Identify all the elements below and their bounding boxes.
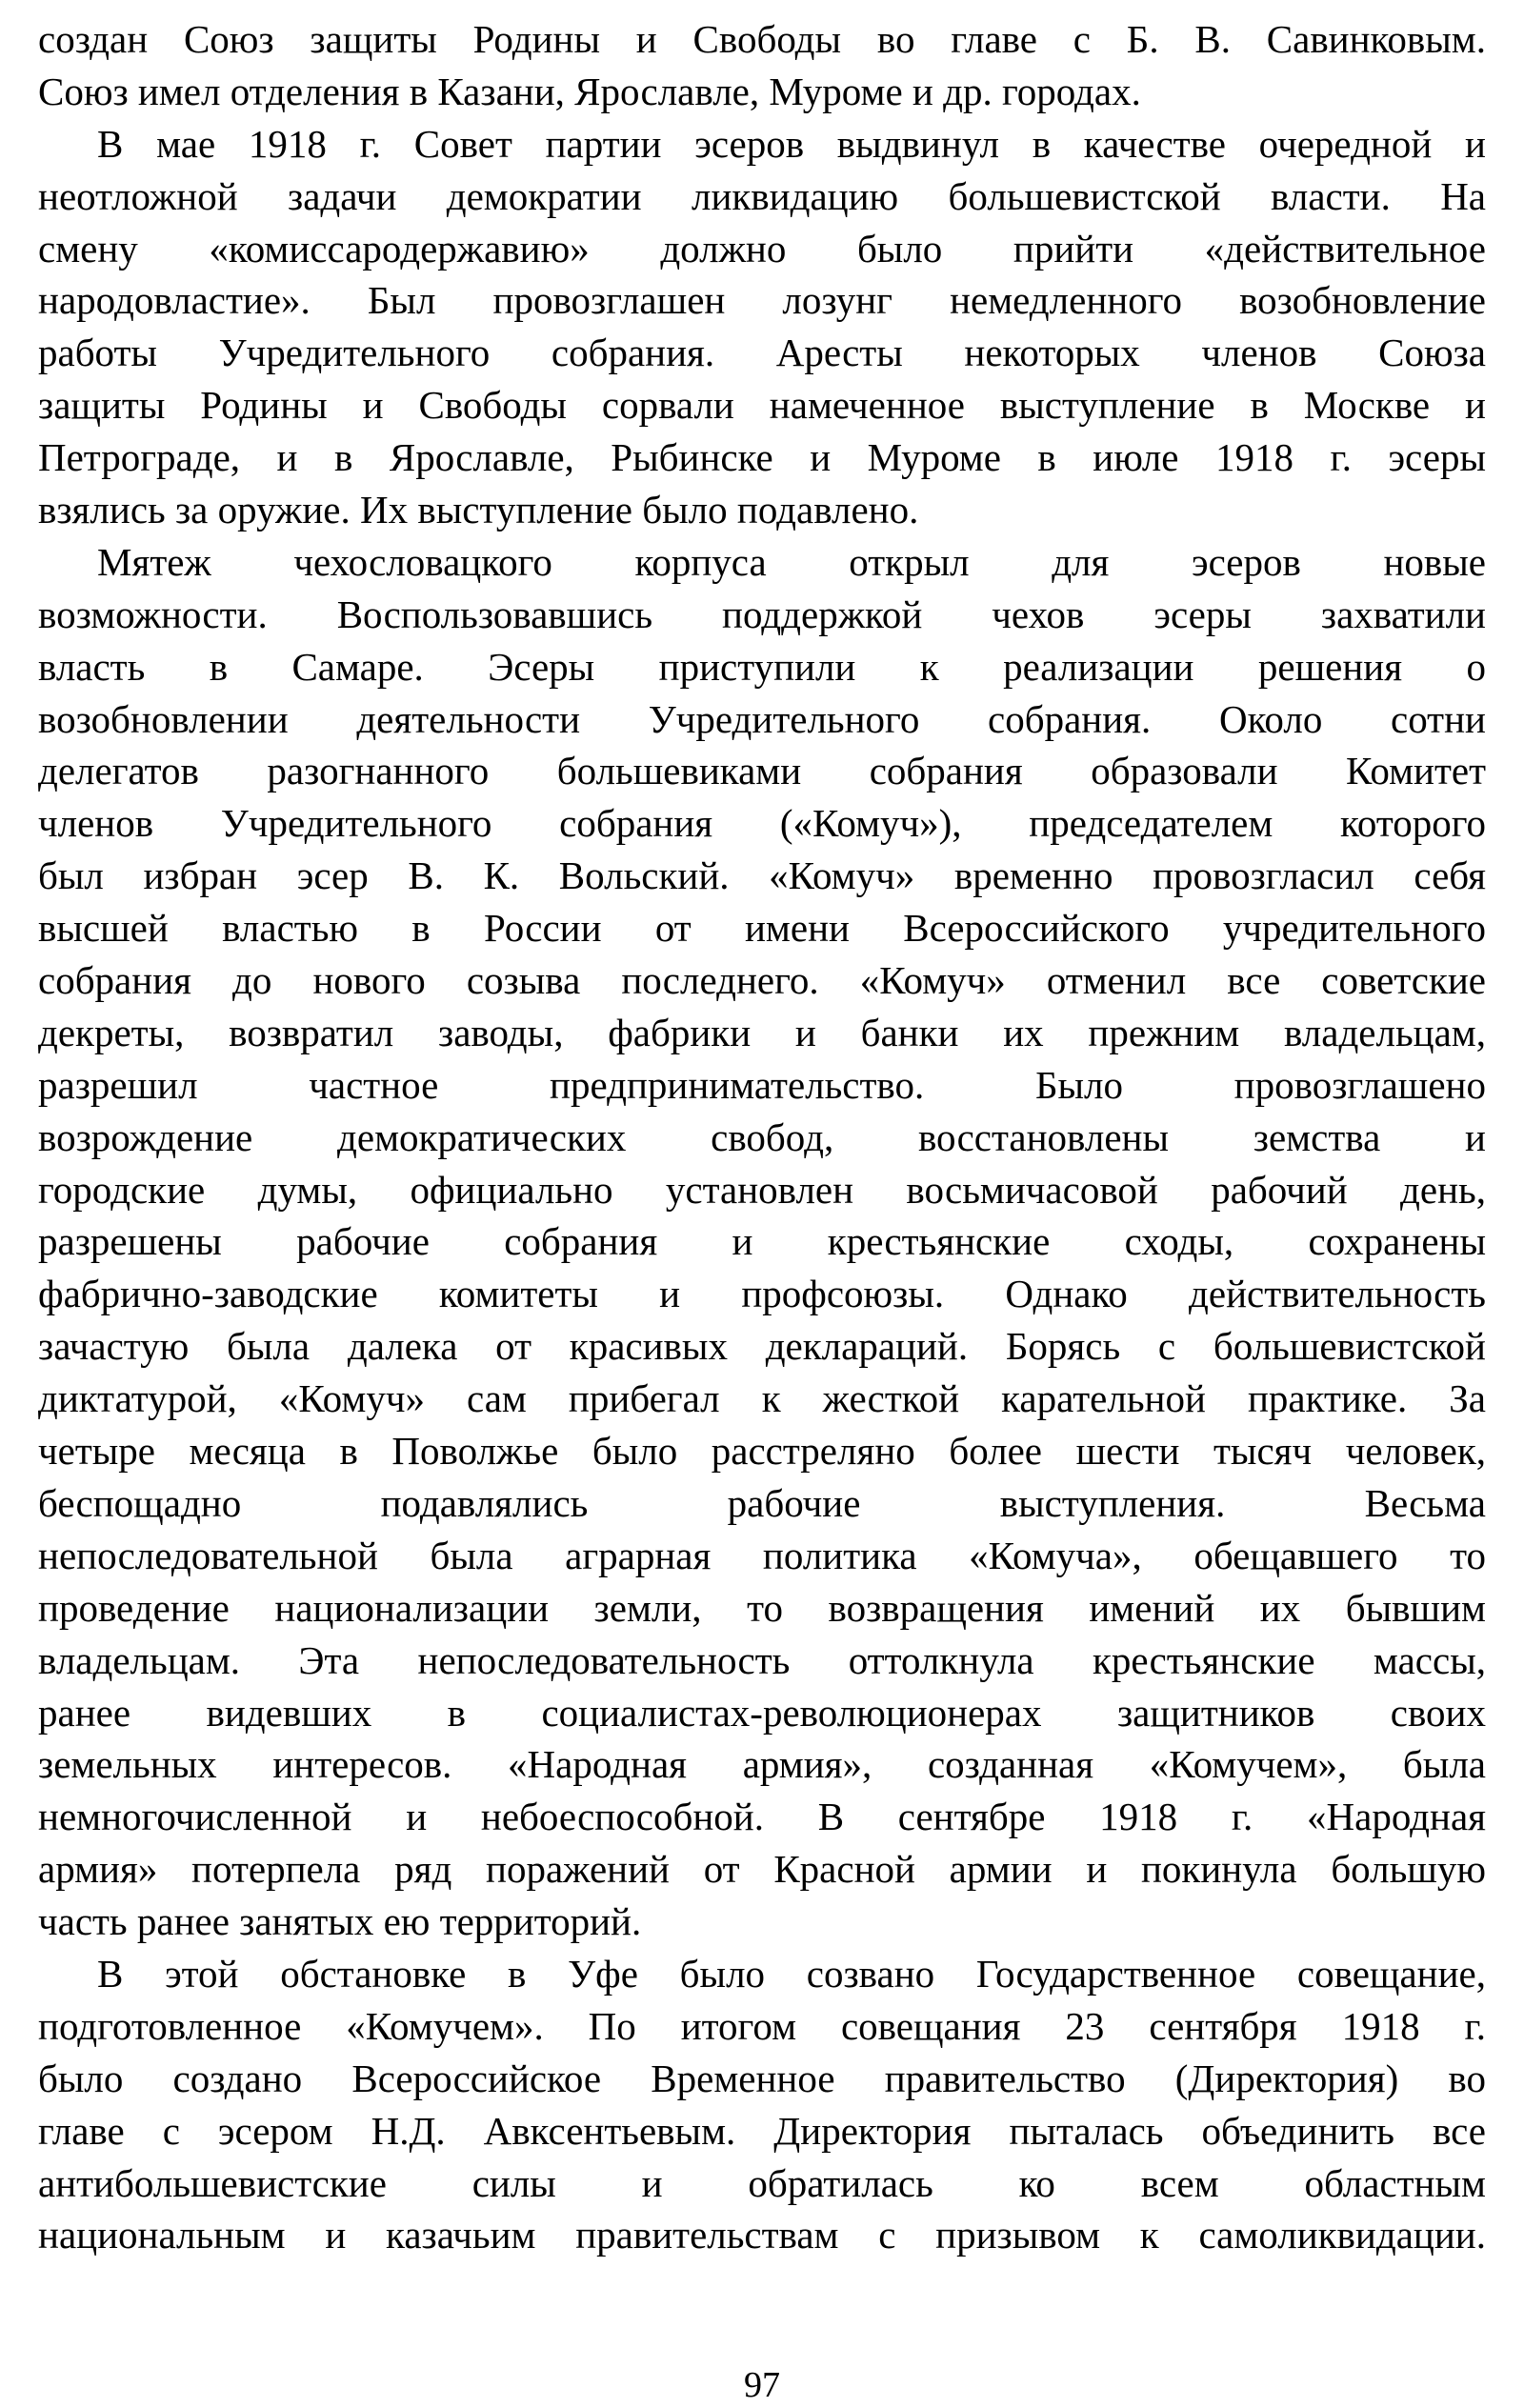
text-line: немногочисленной и небоеспособной. В сентябре 1918 г. «Народная	[38, 1795, 1486, 1839]
text-line: Мятеж чехословацкого корпуса открыл для эсеров новые	[97, 539, 1486, 584]
paragraph-2	[38, 118, 1486, 536]
text-line: проведение национализации земли, то возвращения имений их бывшим	[38, 1585, 1486, 1630]
text-line: разрешил частное предпринимательство. Было провозглашено	[38, 1062, 1486, 1107]
text-line: было создано Всероссийское Временное правительство (Директория) во	[38, 2056, 1486, 2100]
text-line: высшей властью в России от имени Всероссийского учредительного	[38, 906, 1486, 951]
text-line: беспощадно подавлялись рабочие выступления. Весьма	[38, 1480, 1486, 1525]
book-page	[38, 13, 1486, 2261]
text-line: неотложной задачи демократии ликвидацию большевистской власти. На	[38, 173, 1486, 218]
paragraph-1	[38, 13, 1486, 118]
text-line: национальным и казачьим правительствам с призывом к самоликвидации.	[38, 2213, 1486, 2258]
text-line: народовластие». Был провозглашен лозунг немедленного возобновление	[38, 278, 1486, 323]
text-line: создан Союз защиты Родины и Свободы во главе с Б. В. Савинковым.	[38, 17, 1486, 61]
page-number: 97	[744, 2365, 780, 2405]
text-line: смену «комиссародержавию» должно было прийти «действительное	[38, 226, 1486, 271]
text-line: разрешены рабочие собрания и крестьянские сходы, сохранены	[38, 1219, 1486, 1264]
text-line: фабрично-заводские комитеты и профсоюзы. Однако действительность	[38, 1272, 1486, 1316]
text-line: владельцам. Эта непоследовательность оттолкнула крестьянские массы,	[38, 1637, 1486, 1682]
paragraph-4	[38, 1948, 1486, 2261]
text-line: непоследовательной была аграрная политика «Комуча», обещавшего то	[38, 1533, 1486, 1577]
text-line: возобновлении деятельности Учредительного собрания. Около сотни	[38, 696, 1486, 741]
text-line: часть ранее занятых ею территорий.	[38, 1899, 642, 1944]
text-line: ранее видевших в социалистах-революционерах защитников своих	[38, 1690, 1486, 1735]
text-line: четыре месяца в Поволжье было расстреляно более шести тысяч человек,	[38, 1429, 1486, 1474]
text-line: был избран эсер В. К. Вольский. «Комуч» временно провозгласил себя	[38, 853, 1486, 898]
text-line: главе с эсером Н.Д. Авксентьевым. Директория пыталась объединить все	[38, 2108, 1486, 2153]
text-line: Петрограде, и в Ярославле, Рыбинске и Муроме в июле 1918 г. эсеры	[38, 435, 1486, 480]
text-line: подготовленное «Комучем». По итогом совещания 23 сентября 1918 г.	[38, 2003, 1486, 2048]
text-line: В этой обстановке в Уфе было созвано Государственное совещание,	[97, 1951, 1486, 1996]
text-line: членов Учредительного собрания («Комуч»), председателем которого	[38, 801, 1486, 846]
text-line: работы Учредительного собрания. Аресты некоторых членов Союза	[38, 331, 1486, 375]
text-line: делегатов разогнанного большевиками собрания образовали Комитет	[38, 749, 1486, 793]
text-line: возрождение демократических свобод, восстановлены земства и	[38, 1114, 1486, 1159]
text-line: взялись за оружие. Их выступление было подавлено.	[38, 488, 919, 532]
text-line: В мае 1918 г. Совет партии эсеров выдвинул в качестве очередной и	[97, 121, 1486, 166]
text-line: власть в Самаре. Эсеры приступили к реализации решения о	[38, 644, 1486, 689]
text-line: антибольшевистские силы и обратилась ко всем областным	[38, 2160, 1486, 2205]
text-line: защиты Родины и Свободы сорвали намеченное выступление в Москве и	[38, 383, 1486, 428]
text-line: зачастую была далека от красивых деклараций. Борясь с большевистской	[38, 1324, 1486, 1369]
text-line: армия» потерпела ряд поражений от Красной армии и покинула большую	[38, 1847, 1486, 1892]
text-line: Союз имел отделения в Казани, Ярославле, Муроме и др. городах.	[38, 69, 1141, 113]
paragraph-3	[38, 536, 1486, 1948]
text-line: собрания до нового созыва последнего. «Комуч» отменил все советские	[38, 958, 1486, 1003]
text-line: диктатурой, «Комуч» сам прибегал к жесткой карательной практике. За	[38, 1376, 1486, 1421]
text-line: городские думы, официально установлен восьмичасовой рабочий день,	[38, 1167, 1486, 1212]
text-line: возможности. Воспользовавшись поддержкой чехов эсеры захватили	[38, 592, 1486, 636]
text-line: декреты, возвратил заводы, фабрики и банки их прежним владельцам,	[38, 1010, 1486, 1054]
text-line: земельных интересов. «Народная армия», созданная «Комучем», была	[38, 1742, 1486, 1787]
